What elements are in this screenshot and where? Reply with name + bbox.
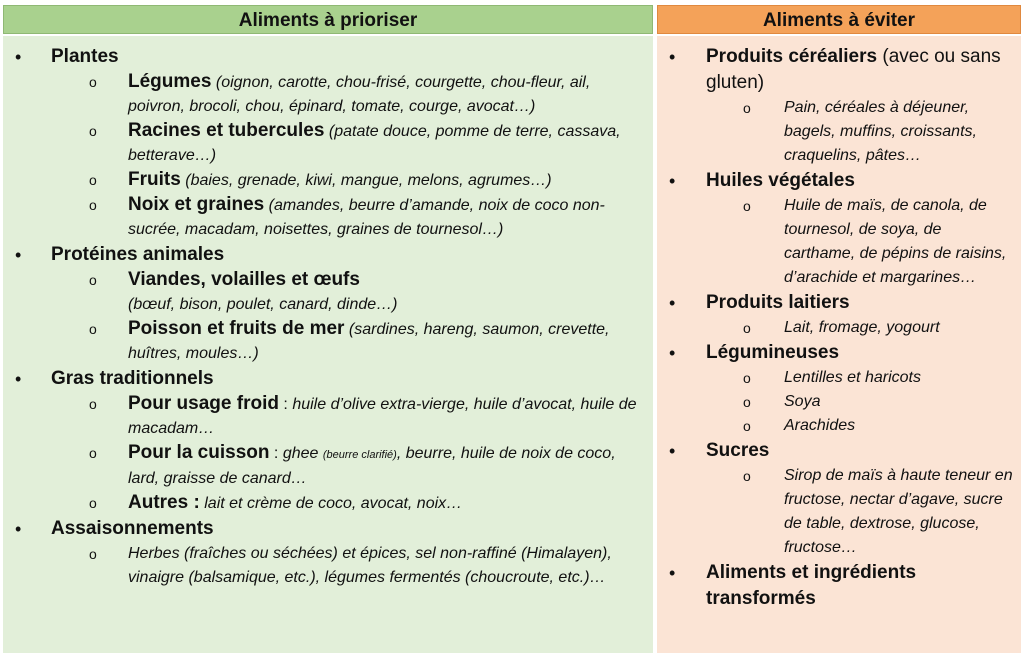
list-item <box>657 414 1021 438</box>
section-huiles <box>657 168 1021 194</box>
section-transformes <box>657 560 1021 612</box>
list-item <box>3 317 653 366</box>
circle-bullet-icon: o <box>89 321 97 337</box>
section-cereales <box>657 44 1021 96</box>
item-label: Pour usage froid <box>128 393 279 414</box>
item-detail: (baies, grenade, kiwi, mangue, melons, agrumes…) <box>185 172 552 189</box>
list-item <box>3 491 653 516</box>
circle-bullet-icon: o <box>743 198 751 214</box>
avoid-header: Aliments à éviter <box>657 5 1021 34</box>
item-detail: Soya <box>784 393 821 410</box>
list-item <box>657 390 1021 414</box>
item-label: Noix et graines <box>128 194 265 215</box>
list-item <box>3 70 653 119</box>
bullet-icon: • <box>669 563 676 583</box>
item-label: Autres : <box>128 492 200 513</box>
section-laitiers <box>657 290 1021 316</box>
section-title: Protéines animales <box>51 244 225 265</box>
section-assaisonnements <box>3 516 653 542</box>
item-detail: Lait, fromage, yogourt <box>784 319 940 336</box>
item-detail: huile d’olive extra-vierge, huile d’avocat, huile de macadam… <box>128 396 637 437</box>
item-detail: Lentilles et haricots <box>784 369 921 386</box>
bullet-icon: • <box>15 47 22 67</box>
item-detail: Sirop de maïs à haute teneur en fructose, nectar d’agave, sucre de table, dextrose, glucose, fructose… <box>784 467 1013 556</box>
item-detail: (oignon, carotte, chou-frisé, courgette, chou-fleur, ail, poivron, brocoli, chou, épinard, tomate, courge, avocat…) <box>128 74 591 115</box>
item-detail-small: (beurre clarifié) <box>322 449 397 461</box>
circle-bullet-icon: o <box>743 468 751 484</box>
list-item <box>657 96 1021 168</box>
list-item <box>3 168 653 193</box>
list-item <box>3 542 653 590</box>
section-title: Gras traditionnels <box>51 368 214 389</box>
item-detail: Pain, céréales à déjeuner, bagels, muffins, croissants, craquelins, pâtes… <box>784 99 977 164</box>
circle-bullet-icon: o <box>89 123 97 139</box>
item-label: Racines et tubercules <box>128 120 325 141</box>
avoid-list <box>657 44 1021 612</box>
section-title: Plantes <box>51 46 119 67</box>
item-detail: Huile de maïs, de canola, de tournesol, de soya, de carthame, de pépins de raisins, d’arachide et margarines… <box>784 197 1007 286</box>
list-item <box>657 316 1021 340</box>
section-title: Assaisonnements <box>51 518 214 539</box>
bullet-icon: • <box>669 293 676 313</box>
bullet-icon: • <box>15 369 22 389</box>
prioritize-column <box>3 5 653 653</box>
list-item <box>3 392 653 441</box>
item-detail: Arachides <box>784 417 856 434</box>
item-label: Légumes <box>128 71 212 92</box>
bullet-icon: • <box>669 47 676 67</box>
section-sucres <box>657 438 1021 464</box>
section-legumineuses <box>657 340 1021 366</box>
section-title-extra: (avec ou sans gluten) <box>706 46 1001 93</box>
section-title: Légumineuses <box>706 342 840 363</box>
item-detail: (sardines, hareng, saumon, crevette, huîtres, moules…) <box>128 321 610 362</box>
circle-bullet-icon: o <box>743 320 751 336</box>
list-item <box>3 119 653 168</box>
bullet-icon: • <box>669 343 676 363</box>
section-gras <box>3 366 653 392</box>
section-plantes <box>3 44 653 70</box>
section-title-text: Produits céréaliers <box>706 46 878 67</box>
item-detail-pre: ghee <box>282 445 323 462</box>
item-label: Poisson et fruits de mer <box>128 318 345 339</box>
prioritize-list <box>3 44 653 590</box>
circle-bullet-icon: o <box>743 418 751 434</box>
circle-bullet-icon: o <box>89 546 97 562</box>
circle-bullet-icon: o <box>89 172 97 188</box>
item-sep: : <box>269 445 283 462</box>
circle-bullet-icon: o <box>89 445 97 461</box>
bullet-icon: • <box>15 245 22 265</box>
circle-bullet-icon: o <box>743 394 751 410</box>
section-title <box>706 44 1011 96</box>
section-title: Produits laitiers <box>706 292 850 313</box>
item-label: Pour la cuisson <box>128 442 270 463</box>
prioritize-body <box>3 36 653 653</box>
circle-bullet-icon: o <box>89 495 97 511</box>
section-title: Aliments et ingrédients transformés <box>706 562 917 609</box>
section-proteines <box>3 242 653 268</box>
section-title: Sucres <box>706 440 770 461</box>
section-title: Huiles végétales <box>706 170 855 191</box>
bullet-icon: • <box>669 441 676 461</box>
item-detail: (patate douce, pomme de terre, cassava, betterave…) <box>128 123 621 164</box>
circle-bullet-icon: o <box>89 197 97 213</box>
item-detail: Herbes (fraîches ou séchées) et épices, sel non-raffiné (Himalayen), vinaigre (balsamique, etc.), légumes fermentés (choucroute, etc.)… <box>128 545 612 586</box>
list-item <box>657 194 1021 290</box>
bullet-icon: • <box>669 171 676 191</box>
prioritize-header: Aliments à prioriser <box>3 5 653 34</box>
list-item <box>3 441 653 491</box>
list-item <box>657 464 1021 560</box>
bullet-icon: • <box>15 519 22 539</box>
item-label: Fruits <box>128 169 181 190</box>
circle-bullet-icon: o <box>743 100 751 116</box>
avoid-body <box>657 36 1021 653</box>
item-detail: lait et crème de coco, avocat, noix… <box>204 495 463 512</box>
list-item <box>3 193 653 242</box>
circle-bullet-icon: o <box>89 396 97 412</box>
item-detail: (bœuf, bison, poulet, canard, dinde…) <box>128 296 398 313</box>
avoid-column <box>657 5 1021 653</box>
item-label: Viandes, volailles et œufs <box>128 269 360 290</box>
circle-bullet-icon: o <box>89 74 97 90</box>
circle-bullet-icon: o <box>743 370 751 386</box>
list-item <box>657 366 1021 390</box>
item-detail: , beurre, huile de noix de coco, lard, graisse de canard… <box>128 445 616 487</box>
list-item <box>3 268 653 317</box>
circle-bullet-icon: o <box>89 272 97 288</box>
item-sep: : <box>278 396 293 413</box>
item-detail: (amandes, beurre d’amande, noix de coco non-sucrée, macadam, noisettes, graines de tournesol…) <box>128 197 605 238</box>
